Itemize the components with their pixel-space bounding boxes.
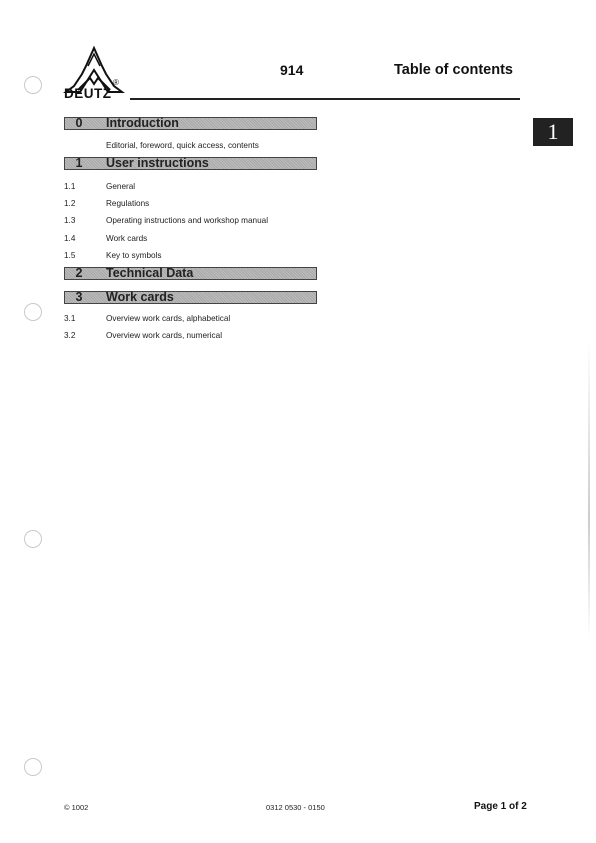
toc-entry-text: Work cards <box>106 234 148 243</box>
toc-entry-number: 3.1 <box>64 314 76 323</box>
section-tab-marker: 1 <box>533 118 573 146</box>
toc-entry-text: Overview work cards, alphabetical <box>106 314 231 323</box>
page-title: Table of contents <box>394 62 513 78</box>
toc-entry-number: 1.3 <box>64 216 76 225</box>
registered-mark: ® <box>113 78 119 87</box>
punch-hole <box>24 303 42 321</box>
punch-hole <box>24 758 42 776</box>
section-number: 1 <box>75 156 83 170</box>
punch-hole <box>24 76 42 94</box>
header-rule <box>130 98 520 100</box>
section-title: Technical Data <box>106 266 194 280</box>
section-title: Introduction <box>106 116 179 130</box>
footer-doc-number: 0312 0530 - 0150 <box>266 803 325 812</box>
toc-entry-number: 3.2 <box>64 331 76 340</box>
punch-hole <box>24 530 42 548</box>
section-number: 3 <box>75 290 83 304</box>
section-number: 0 <box>75 116 83 130</box>
toc-entry-text: Key to symbols <box>106 251 162 260</box>
brand-name: DEUTZ <box>64 86 112 101</box>
toc-entry-number: 1.4 <box>64 234 76 243</box>
toc-entry-text: Overview work cards, numerical <box>106 331 223 340</box>
toc-entry-text: General <box>106 182 136 191</box>
footer-page-number: Page 1 of 2 <box>474 801 527 812</box>
page-edge-shadow <box>588 340 590 640</box>
section-number: 2 <box>75 266 83 280</box>
section-bar-3[interactable] <box>64 291 317 304</box>
toc-entry-text: Regulations <box>106 199 150 208</box>
section-bar-0[interactable] <box>64 117 317 130</box>
section-bar-2[interactable] <box>64 267 317 280</box>
footer-copyright: © 1002 <box>64 803 89 812</box>
toc-entry-number: 1.2 <box>64 199 76 208</box>
section-title: Work cards <box>106 290 174 304</box>
section-bar-1[interactable] <box>64 157 317 170</box>
toc-entry-number: 1.5 <box>64 251 76 260</box>
toc-entry-text: Editorial, foreword, quick access, contents <box>106 141 259 150</box>
toc-entry-number: 1.1 <box>64 182 76 191</box>
model-number: 914 <box>280 62 304 78</box>
toc-entry-text: Operating instructions and workshop manual <box>106 216 269 225</box>
section-title: User instructions <box>106 156 209 170</box>
